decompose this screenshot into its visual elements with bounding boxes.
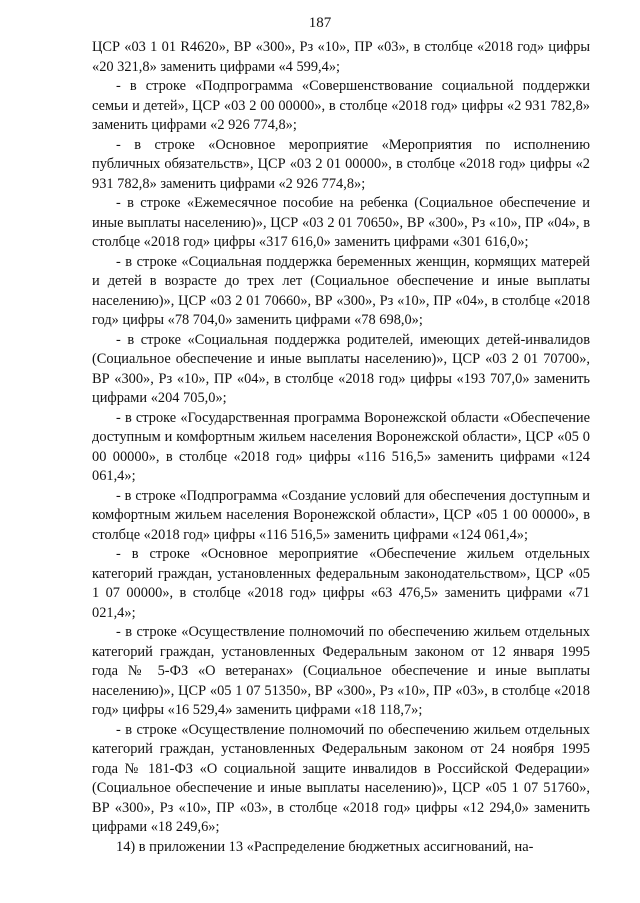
paragraph: - в строке «Социальная поддержка беременных женщин, кормящих матерей и детей в возрасте до трех лет (Социальное обеспечение и иные выплаты населению)», ЦСР «03 2 01 70660», ВР «300», Рз «10», ПР «04», в столбце «2018 год» цифры «78 704,0» заменить цифрами «78 698,0»;	[92, 253, 590, 328]
page-number: 187	[308, 15, 332, 31]
paragraph: - в строке «Основное мероприятие «Обеспечение жильем отдельных категорий граждан, установленных федеральным законодательством», ЦСР «05 1 07 00000», в столбце «2018 год» цифры «63 476,5» заменить цифрами «71 021,4»;	[92, 546, 590, 621]
paragraph: 14) в приложении 13 «Распределение бюджетных ассигнований, на-	[116, 838, 534, 855]
paragraph: ЦСР «03 1 01 R4620», ВР «300», Рз «10», ПР «03», в столбце «2018 год» цифры «20 321,8» заменить цифрами «4 599,4»;	[92, 39, 590, 75]
document-body	[92, 38, 590, 857]
paragraph: - в строке «Осуществление полномочий по обеспечению жильем отдельных категорий граждан, установленных Федеральным законом от 12 января 1995 года № 5-ФЗ «О ветеранах» (Социальное обеспечение и иные выплаты населению)», ЦСР «05 1 07 51350», ВР «300», Рз «10», ПР «03», в столбце «2018 год» цифры «16 529,4» заменить цифрами «18 118,7»;	[92, 624, 590, 718]
paragraph: - в строке «Подпрограмма «Создание условий для обеспечения доступным и комфортным жильем населения Воронежской области», ЦСР «05 1 00 00000», в столбце «2018 год» цифры «116 516,5» заменить цифрами «124 061,4»;	[92, 487, 590, 543]
paragraph: - в строке «Основное мероприятие «Мероприятия по исполнению публичных обязательств», ЦСР «03 2 01 00000», в столбце «2018 год» цифры «2 931 782,8» заменить цифрами «2 926 774,8»;	[92, 136, 590, 192]
paragraph: - в строке «Социальная поддержка родителей, имеющих детей-инвалидов (Социальное обеспечение и иные выплаты населению)», ЦСР «03 2 01 70700», ВР «300», Рз «10», ПР «04», в столбце «2018 год» цифры «193 707,0» заменить цифрами «204 705,0»;	[92, 331, 590, 406]
paragraph: - в строке «Ежемесячное пособие на ребенка (Социальное обеспечение и иные выплаты населению)», ЦСР «03 2 01 70650», ВР «300», Рз «10», ПР «04», в столбце «2018 год» цифры «317 616,0» заменить цифрами «301 616,0»;	[92, 195, 590, 250]
paragraph: - в строке «Государственная программа Воронежской области «Обеспечение доступным и комфортным жильем населения Воронежской области», ЦСР «05 0 00 00000», в столбце «2018 год» цифры «116 516,5» заменить цифрами «124 061,4»;	[92, 409, 590, 484]
paragraph: - в строке «Подпрограмма «Совершенствование социальной поддержки семьи и детей», ЦСР «03 2 00 00000», в столбце «2018 год» цифры «2 931 782,8» заменить цифрами «2 926 774,8»;	[92, 78, 590, 133]
paragraph: - в строке «Осуществление полномочий по обеспечению жильем отдельных категорий граждан, установленных Федеральным законом от 24 ноября 1995 года № 181-ФЗ «О социальной защите инвалидов в Российской Федерации» (Социальное обеспечение и иные выплаты населению)», ЦСР «05 1 07 51760», ВР «300», Рз «10», ПР «03», в столбце «2018 год» цифры «12 294,0» заменить цифрами «18 249,6»;	[92, 721, 590, 835]
